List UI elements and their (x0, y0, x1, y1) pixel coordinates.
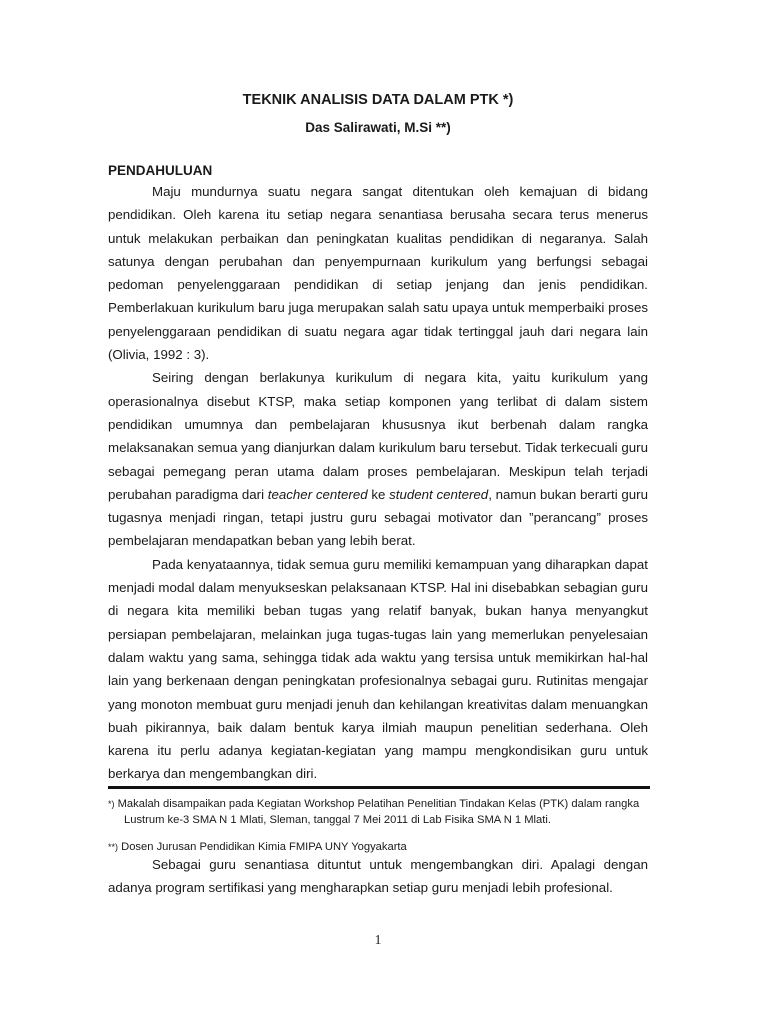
italic-term-teacher-centered: teacher centered (267, 486, 368, 502)
footnote-2-text: Dosen Jurusan Pendidikan Kimia FMIPA UNY Yogyakarta (121, 841, 407, 853)
paragraph-2-part-1: Seiring dengan berlakunya kurikulum di negara kita, yaitu kurikulum yang operasionalnya disebut KTSP, maka setiap komponen yang terlibat di dalam sistem pendidikan umumnya dan pembelajaran khususnya ikut berbenah dalam rangka melaksanakan semua yang dianjurkan dalam kurikulum baru tersebut. Tidak terkecuali guru sebagai pemegang peran utama dalam proses pembelajaran. Meskipun telah terjadi perubahan paradigma dari (108, 370, 648, 502)
italic-term-student-centered: student centered (389, 486, 489, 502)
footnote-2-mark: **) (108, 842, 119, 852)
page-number: 1 (374, 932, 382, 947)
paragraph-2 (108, 366, 648, 552)
body-text (108, 180, 648, 786)
paragraph-3: Pada kenyataannya, tidak semua guru memiliki kemampuan yang diharapkan dapat menjadi modal dalam menyukseskan pelaksanaan KTSP. Hal ini disebabkan sebagian guru di negara kita memiliki beban tugas yang relatif banyak, bukan hanya menyangkut persiapan pembelajaran, melainkan juga tugas-tugas lain yang memerlukan penyelesaian dalam waktu yang sama, sehingga tidak ada waktu yang tersisa untuk memikirkan hal-hal lain yang berkenaan dengan peningkatan profesionalnya sebagai guru. Rutinitas mengajar yang monoton membuat guru menjadi jenuh dan kehilangan kreativitas dalam menuangkan buah pikirannya, baik dalam bentuk karya ilmiah maupun penelitian sederhana. Oleh karena itu perlu adanya kegiatan-kegiatan yang mampu mengkondisikan guru untuk berkarya dan mengembangkan diri. (108, 556, 648, 782)
paragraph-2-part-2: ke (367, 486, 390, 502)
footnote-divider (108, 786, 650, 789)
footnote-1-mark: *) (108, 799, 115, 809)
body-text-continued (108, 853, 648, 900)
footnote-1 (108, 797, 664, 828)
section-heading: PENDAHULUAN (108, 163, 213, 178)
document-title: TEKNIK ANALISIS DATA DALAM PTK *) (242, 92, 514, 108)
author-line: Das Salirawati, M.Si **) (305, 120, 451, 135)
footnote-1-text: Makalah disampaikan pada Kegiatan Workshop Pelatihan Penelitian Tindakan Kelas (PTK) dalam rangka Lustrum ke-3 SMA N 1 Mlati, Sleman, tanggal 7 Mei 2011 di Lab Fisika SMA N 1 Mlati. (117, 798, 640, 826)
paragraph-4: Sebagai guru senantiasa dituntut untuk mengembangkan diri. Apalagi dengan adanya program sertifikasi yang mengharapkan setiap guru menjadi lebih profesional. (108, 857, 648, 896)
paragraph-1: Maju mundurnya suatu negara sangat ditentukan oleh kemajuan di bidang pendidikan. Oleh karena itu setiap negara senantiasa berusaha secara terus menerus untuk melakukan perbaikan dan peningkatan kualitas pendidikan di negaranya. Salah satunya dengan perubahan dan penyempurnaan kurikulum yang berfungsi sebagai pedoman penyelenggaraan pendidikan di setiap jenjang dan jenis pendidikan. Pemberlakuan kurikulum baru juga merupakan salah satu upaya untuk memperbaiki proses penyelenggaraan pendidikan di suatu negara agar tidak tertinggal jauh dari negara lain (Olivia, 1992 : 3). (108, 184, 648, 363)
paragraph-2-part-3: , namun bukan berarti guru tugasnya menjadi ringan, tetapi justru guru sebagai motivator dan ”perancang” proses pembelajaran mendapatkan beban yang lebih berat. (108, 486, 648, 549)
